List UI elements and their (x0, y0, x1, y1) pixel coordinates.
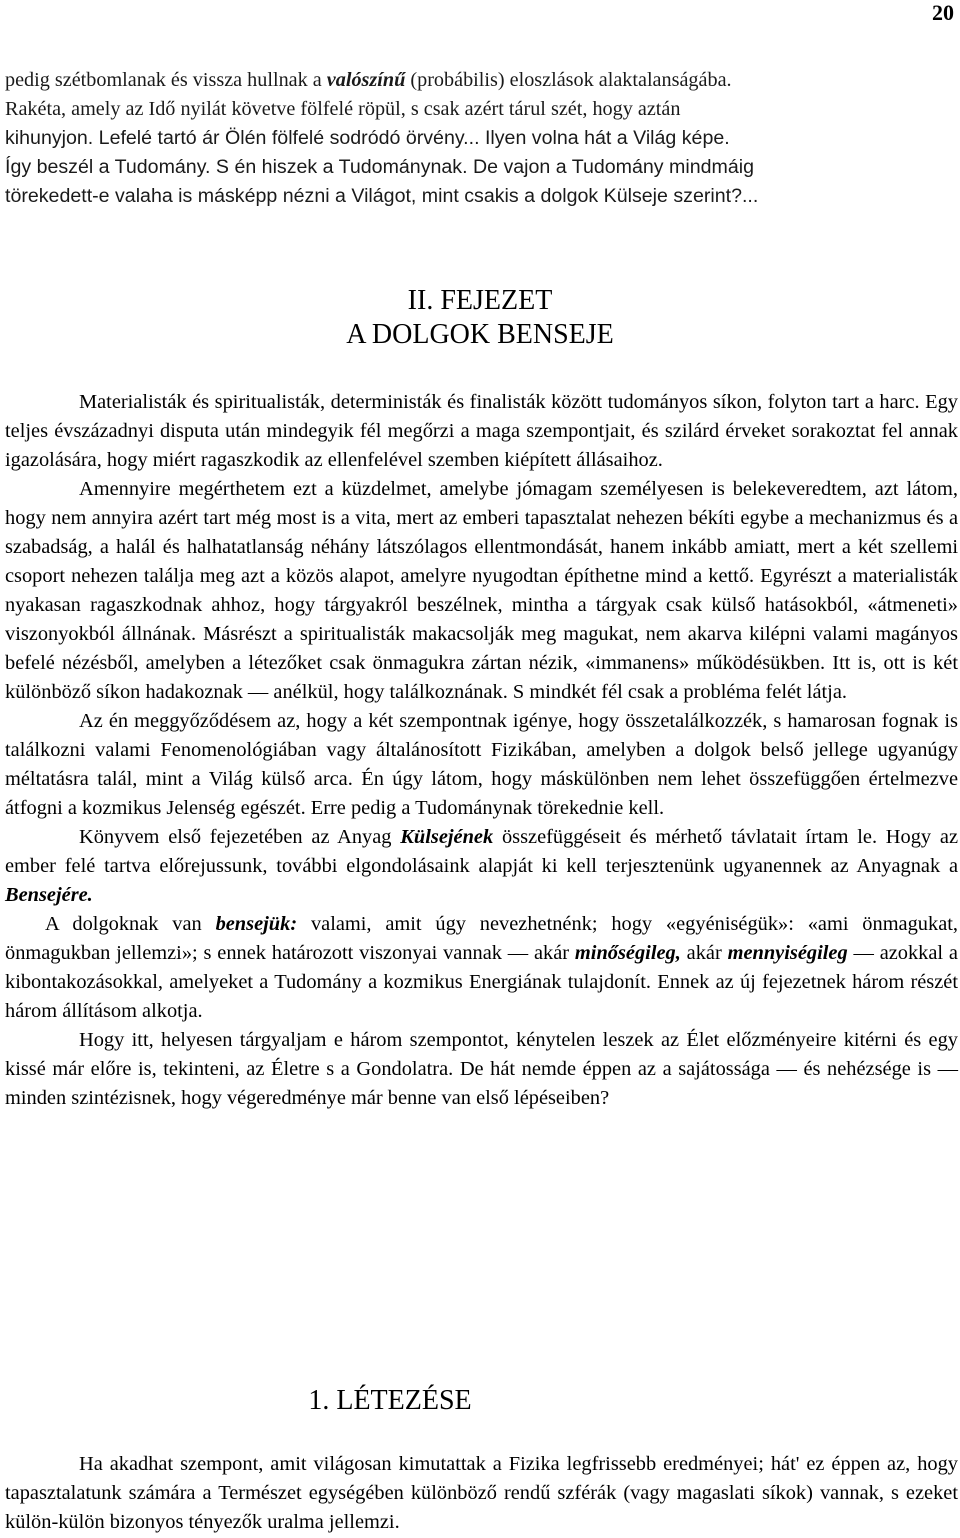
page-number: 20 (932, 0, 954, 25)
intro-line-text: (probábilis) eloszlások alaktalanságába. (405, 69, 732, 91)
intro-line: Így beszél a Tudomány. S én hiszek a Tudománynak. De vajon a Tudomány mindmáig (5, 156, 754, 178)
intro-line: törekedett-e valaha is másképp nézni a Világot, mint csakis a dolgok Külseje szerint?... (5, 185, 759, 207)
emphasis-text: mennyiségileg (727, 942, 848, 964)
paragraph: Az én meggyőződésem az, hogy a két szempontnak igénye, hogy összetalálkozzék, s hamarosan fognak is találkozni valami Fenomenológiában vagy általánosított Fizikában, amelyben a dolgok belső jellege ugyanúgy méltatásra talál, mint a Világ külső arca. Én úgy látom, hogy máskülönben nem lehet összefüggően értelmezve átfogni a kozmikus Jelenség egészét. Erre pedig a Tudománynak törekednie kell. (5, 710, 958, 819)
intro-line (5, 66, 958, 95)
paragraph: Hogy itt, helyesen tárgyaljam e három szempontot, kénytelen leszek az Élet előzményeire kitérni és egy kissé már előre is, tekinteni, az Életre s a Gondolatra. De hát nemde éppen az a sajátossága — és nehézsége is — minden szintézisnek, hogy végeredménye már benne van első lépéseiben? (5, 1029, 958, 1109)
paragraph: Materialisták és spiritualisták, deterministák és finalisták között tudományos síkon, folyton tart a harc. Egy teljes évszázadnyi disputa után mindegyik fél megőrzi a maga szempontjait, és szilárd érveket sorakoztat fel annak igazolására, hogy miért ragaszkodik az ellenfelével szemben kiépített állásaihoz. (5, 391, 958, 471)
emphasis-text: bensejük: (215, 913, 298, 935)
intro-line: kihunyjon. Lefelé tartó ár Ölén fölfelé sodródó örvény... Ilyen volna hát a Világ képe. (5, 127, 730, 149)
paragraph-text: Könyvem első fejezetében az Anyag (79, 826, 401, 848)
paragraph (5, 910, 958, 1026)
intro-text (5, 66, 958, 211)
section-title: 1. LÉTEZÉSE (308, 1385, 472, 1416)
intro-line: Rakéta, amely az Idő nyilát követve fölfelé röpül, s csak azért tárul szét, hogy aztán (5, 98, 681, 120)
emphasis-text: valószínű (326, 69, 406, 91)
paragraph-text: A dolgoknak van (45, 913, 216, 935)
paragraph-text: összefüggéseit és mérhető távlatait írtam le. Hogy az ember felé tartva előrejussunk, további elgondolásaink alapját ki kell terjesztenünk ugyanennek az Anyagnak a (5, 826, 958, 877)
chapter-number: II. FEJEZET (407, 285, 553, 316)
paragraph-text: akár (680, 942, 728, 964)
paragraph: Amennyire megérthetem ezt a küzdelmet, amelybe jómagam személyesen is belekeveredtem, azt látom, hogy nem annyira azért tart még most is a vita, mert az emberi tapasztalat nehezen békíti egybe a mechanizmus és a szabadság, a halál és halhatatlanság néhány látszólagos ellentmondását, hanem inkább amiatt, mert a két szellemi csoport nehezen találja meg azt a közös alapot, amelyre nyugodtan építhetne mind a kettő. Egyrészt a materialisták nyakasan ragaszkodnak ahhoz, hogy tárgyakról beszélnek, mintha a tárgyak csak külső hatásokból, «átmeneti» viszonyokból állnának. Másrészt a spiritualisták makacsolják meg magukat, nem akarva kilépni valami magányos befelé nézésből, amelyben a létezőket csak önmagukra zártan nézik, «immanens» működésükben. Itt is, ott is két különböző síkon hadakoznak — anélkül, hogy találkoznának. S mindkét fél csak a probléma felét látja. (5, 478, 958, 703)
emphasis-text: Külsejének (400, 826, 494, 848)
intro-line-text: pedig szétbomlanak és vissza hullnak a (5, 69, 327, 91)
emphasis-text: minőségileg, (574, 942, 681, 964)
section-body (5, 1450, 958, 1537)
paragraph-text: valami, amit úgy nevezhetnénk; hogy «egyéniségük»: «ami önmagukat, önmagukban jellemzi»; s ennek határozott viszonyai vannak — akár (5, 913, 959, 964)
paragraph-text: — azokkal a kibontakozásokkal, amelyeket a Tudomány a kozmikus Energiának tulajdonít. Ennek az új fejezetnek három részét három állításom alkotja. (5, 942, 958, 1022)
paragraph: Ha akadhat szempont, amit világosan kimutattak a Fizika legfrissebb eredményei; hát' ez éppen az, hogy tapasztalatunk számára a Természet egységében különböző rendű szférák (vagy magaslati síkok) vannak, s ezeket külön-külön bizonyos tényezők uralma jellemzi. (5, 1453, 958, 1533)
paragraph (5, 823, 958, 910)
chapter-title: A DOLGOK BENSEJE (346, 319, 614, 350)
emphasis-text: Bensejére. (5, 884, 93, 906)
chapter-body (5, 388, 958, 1113)
